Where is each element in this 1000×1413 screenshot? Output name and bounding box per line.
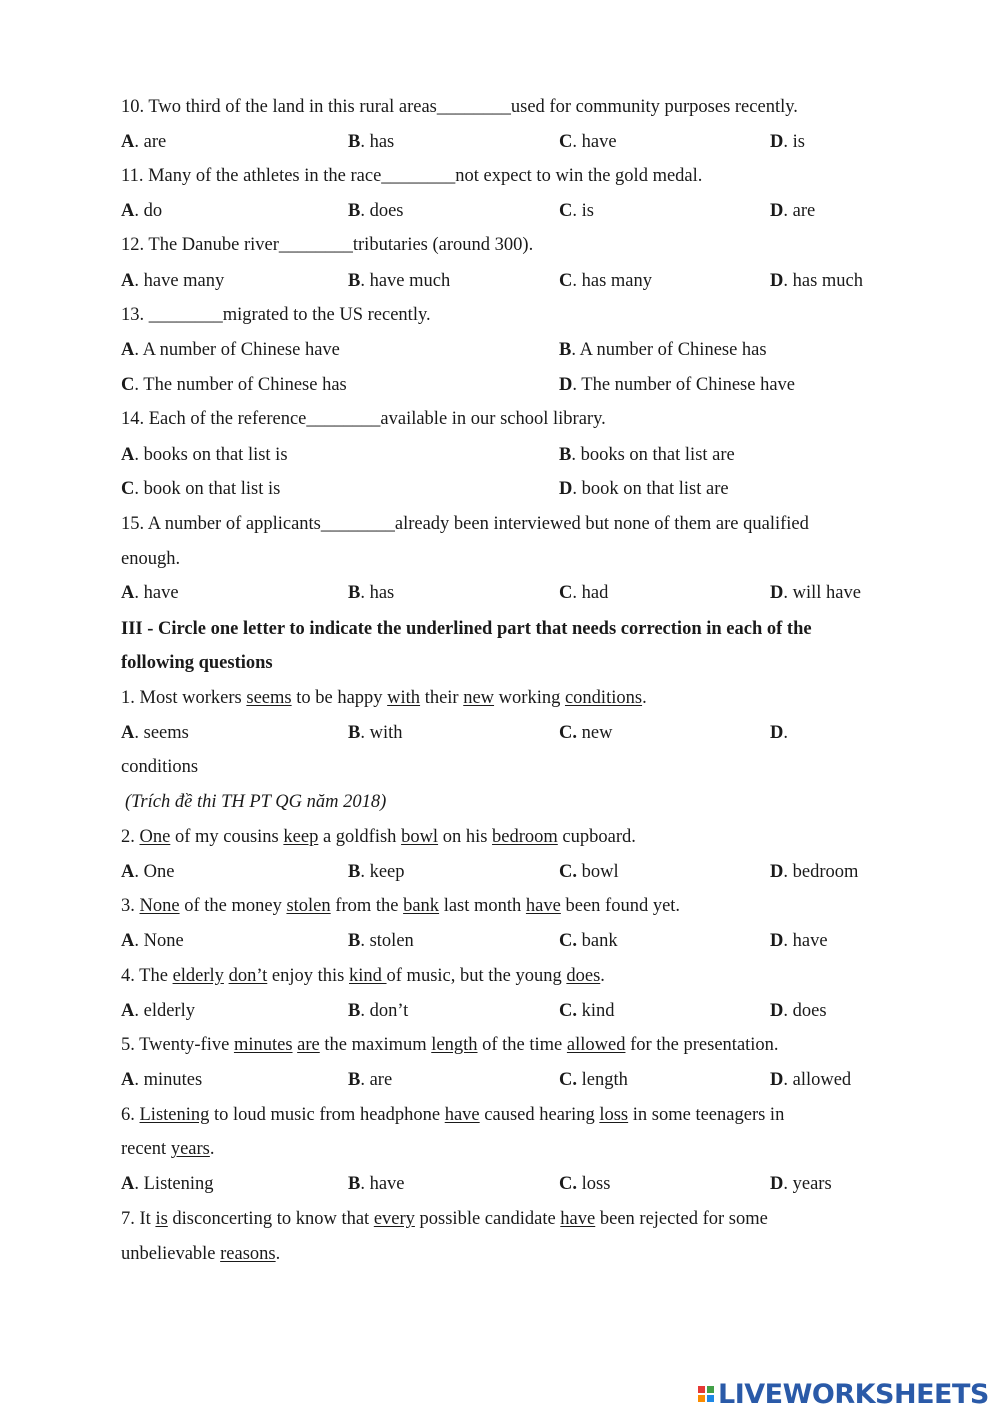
option-b[interactable]: B. have much (348, 271, 451, 291)
option-d[interactable]: D. The number of Chinese have (559, 375, 795, 395)
option-c[interactable]: C. has many (559, 271, 653, 291)
logo-square (698, 1395, 705, 1402)
option-c[interactable]: C. length (559, 1070, 628, 1090)
logo-square (707, 1386, 714, 1393)
option-a[interactable]: A. seems (121, 723, 189, 743)
option-b[interactable]: B. books on that list are (559, 445, 735, 465)
option-b[interactable]: B. don’t (348, 1001, 409, 1021)
option-b[interactable]: B. have (348, 1174, 405, 1194)
error-question-7: 7. It is disconcerting to know that every possible candidate have been rejected for some (121, 1209, 768, 1229)
option-d[interactable]: D. allowed (770, 1070, 852, 1090)
error-question-2: 2. One of my cousins keep a goldfish bowl on his bedroom cupboard. (121, 827, 636, 847)
source-note: (Trích đề thi TH PT QG năm 2018) (125, 792, 387, 812)
option-d[interactable]: D. years (770, 1174, 832, 1194)
option-c[interactable]: C. bank (559, 931, 618, 951)
error-question-5: 5. Twenty-five minutes are the maximum length of the time allowed for the presentation. (121, 1035, 779, 1055)
option-d[interactable]: D. (770, 723, 788, 743)
option-b[interactable]: B. has (348, 132, 395, 152)
question-11: 11. Many of the athletes in the race________not expect to win the gold medal. (121, 166, 703, 186)
error-question-1: 1. Most workers seems to be happy with their new working conditions. (121, 688, 647, 708)
option-d[interactable]: D. does (770, 1001, 827, 1021)
option-a[interactable]: A. books on that list is (121, 445, 288, 465)
option-a[interactable]: A. None (121, 931, 184, 951)
option-a[interactable]: A. have many (121, 271, 225, 291)
option-a[interactable]: A. A number of Chinese have (121, 340, 340, 360)
question-15: 15. A number of applicants________already been interviewed but none of them are qualified (121, 514, 809, 534)
option-b[interactable]: B. A number of Chinese has (559, 340, 767, 360)
option-d[interactable]: D. book on that list are (559, 479, 729, 499)
option-a[interactable]: A. Listening (121, 1174, 214, 1194)
logo-square (707, 1395, 714, 1402)
option-d[interactable]: D. has much (770, 271, 864, 291)
option-a[interactable]: A. have (121, 583, 179, 603)
option-c[interactable]: C. is (559, 201, 594, 221)
option-b[interactable]: B. has (348, 583, 395, 603)
option-c[interactable]: C. new (559, 723, 613, 743)
option-c[interactable]: C. kind (559, 1001, 615, 1021)
option-b[interactable]: B. keep (348, 862, 405, 882)
option-c[interactable]: C. bowl (559, 862, 619, 882)
option-d-cont: conditions (121, 757, 199, 777)
question-12: 12. The Danube river________tributaries (around 300). (121, 235, 534, 255)
option-c[interactable]: C. had (559, 583, 609, 603)
option-a[interactable]: A. One (121, 862, 175, 882)
section-heading-cont: following questions (121, 653, 273, 673)
option-c[interactable]: C. have (559, 132, 617, 152)
error-question-6-cont: recent years. (121, 1139, 215, 1159)
logo-mark-icon (698, 1386, 714, 1402)
option-d[interactable]: D. have (770, 931, 828, 951)
error-question-3: 3. None of the money stolen from the bank last month have been found yet. (121, 896, 681, 916)
option-a[interactable]: A. elderly (121, 1001, 195, 1021)
section-heading: III - Circle one letter to indicate the underlined part that needs correction in each of the (121, 619, 812, 639)
option-a[interactable]: A. are (121, 132, 167, 152)
question-15-cont: enough. (121, 549, 181, 569)
option-d[interactable]: D. bedroom (770, 862, 859, 882)
option-d[interactable]: D. are (770, 201, 816, 221)
question-10: 10. Two third of the land in this rural areas________used for community purposes recently. (121, 97, 798, 117)
option-d[interactable]: D. is (770, 132, 805, 152)
question-13: 13. ________migrated to the US recently. (121, 305, 431, 325)
option-b[interactable]: B. does (348, 201, 404, 221)
option-c[interactable]: C. The number of Chinese has (121, 375, 347, 395)
option-c[interactable]: C. loss (559, 1174, 611, 1194)
option-b[interactable]: B. with (348, 723, 403, 743)
option-a[interactable]: A. do (121, 201, 163, 221)
option-c[interactable]: C. book on that list is (121, 479, 281, 499)
option-d[interactable]: D. will have (770, 583, 861, 603)
liveworksheets-logo[interactable] (698, 1378, 989, 1410)
question-14: 14. Each of the reference________available in our school library. (121, 409, 606, 429)
error-question-6: 6. Listening to loud music from headphone have caused hearing loss in some teenagers in (121, 1105, 785, 1125)
error-question-7-cont: unbelievable reasons. (121, 1244, 281, 1264)
option-b[interactable]: B. are (348, 1070, 393, 1090)
logo-square (698, 1386, 705, 1393)
option-b[interactable]: B. stolen (348, 931, 414, 951)
brand-name: LIVEWORKSHEETS (718, 1378, 989, 1410)
error-question-4: 4. The elderly don’t enjoy this kind of music, but the young does. (121, 966, 605, 986)
option-a[interactable]: A. minutes (121, 1070, 203, 1090)
